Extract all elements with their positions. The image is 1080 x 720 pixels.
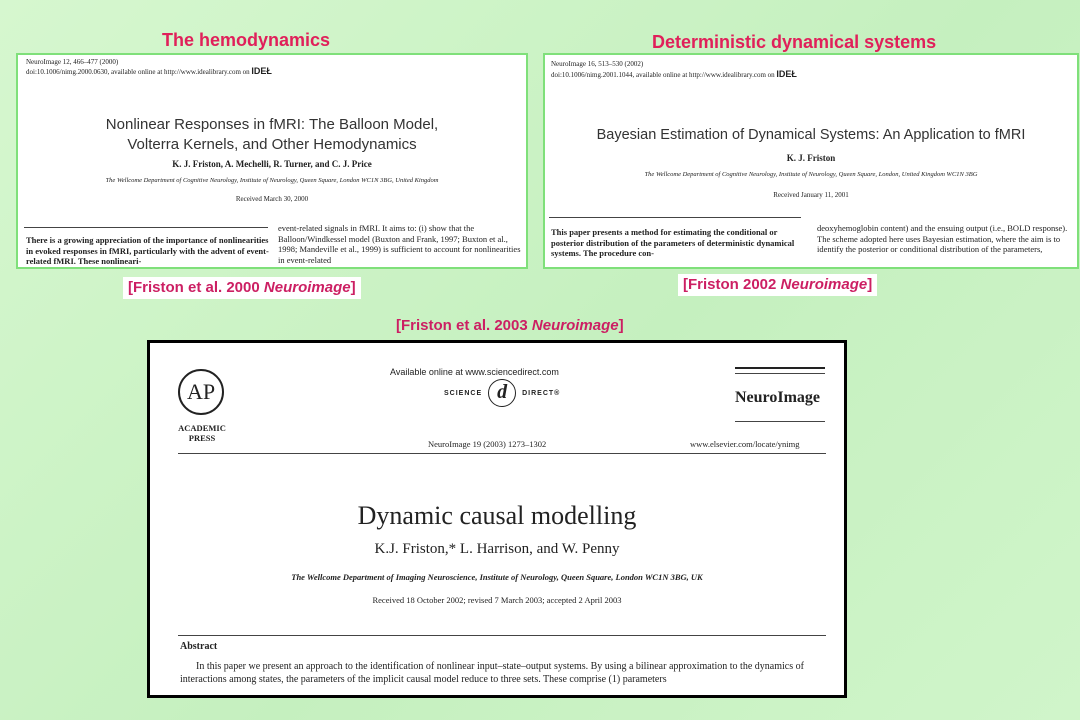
paper2-header-doi (551, 70, 797, 80)
paper1-title (18, 115, 526, 155)
ideal-logo: IDEŁ (776, 69, 797, 79)
publisher-line2: PRESS (188, 433, 216, 443)
paper-dynamic-causal-modelling (147, 340, 847, 698)
sd-at-icon: d (488, 379, 516, 407)
citation-2003-suffix: ] (618, 317, 624, 334)
paper2-received: Received January 11, 2001 (773, 191, 849, 199)
journal-rule-bottom (735, 421, 825, 422)
title-deterministic-systems: Deterministic dynamical systems (652, 32, 937, 52)
citation-2003-journal: Neuroimage (531, 317, 619, 334)
abstract-text: In this paper we present an approach to the identification of nonlinear input–state–output systems. By using a bilinear approximation to the dynamics of interactions among states, the parameters of the implicit causal model reduce to three sets. These comprise (1) parameters (180, 661, 804, 685)
academic-press-logo (178, 369, 224, 415)
sciencedirect-logo (444, 379, 560, 407)
paper2-divider (549, 217, 801, 218)
citation-friston-2002 (678, 274, 877, 296)
citation-friston-2003 (396, 317, 624, 334)
paper-balloon-model (16, 53, 528, 269)
publisher-line1: ACADEMIC (178, 423, 226, 433)
paper1-received: Received March 30, 2000 (235, 195, 309, 203)
paper1-doi-text: doi:10.1006/nimg.2000.0630, available online at http://www.idealibrary.com on (26, 68, 250, 76)
paper1-header-doi (26, 67, 272, 77)
paper2-authors: K. J. Friston (786, 153, 836, 163)
paper2-affiliation: The Wellcome Department of Cognitive Neurology, Institute of Neurology, Queen Square, London, United Kingdom WC1N 3BG (644, 171, 978, 178)
paper3-url: www.elsevier.com/locate/ynimg (690, 439, 800, 449)
paper1-affiliation: The Wellcome Department of Cognitive Neurology, Institute of Neurology, Queen Square, London WC1N 3BG, United Kingdom (105, 177, 439, 184)
citation-2002-journal: Neuroimage (780, 276, 868, 293)
publisher-name (172, 423, 232, 443)
citation-2000-prefix: [Friston et al. 2000 (128, 279, 264, 296)
paper3-citation: NeuroImage 19 (2003) 1273–1302 (428, 439, 547, 449)
paper1-abstract-right: event-related signals in fMRI. It aims to: (i) show that the Balloon/Windkessel model (Buxton and Frank, 1997; Buxton et al., 1998; Mandeville et al., 1999) is sufficient to account for nonlinearities in event-related (278, 223, 521, 265)
abstract-heading: Abstract (180, 641, 218, 652)
paper2-header-journal: NeuroImage 16, 513–530 (2002) (551, 60, 644, 68)
sd-left: SCIENCE (444, 389, 483, 397)
citation-2002-suffix: ] (867, 276, 873, 293)
citation-2000-journal: Neuroimage (263, 279, 351, 296)
abstract-divider (178, 635, 826, 636)
paper2-abstract-right: deoxyhemoglobin content) and the ensuing output (i.e., BOLD response). The scheme adopted here uses Bayesian estimation, where the aim is to identify the posterior or conditional distribution of the parameters, (817, 223, 1068, 254)
journal-name: NeuroImage (735, 389, 821, 406)
citation-2000-suffix: ] (350, 279, 356, 296)
sd-right: DIRECT® (522, 389, 561, 397)
journal-rule-top2 (735, 373, 825, 374)
paper1-title-line2: Volterra Kernels, and Other Hemodynamics (127, 136, 417, 153)
paper2-doi-text: doi:10.1006/nimg.2001.1044, available online at http://www.idealibrary.com on (551, 71, 775, 79)
ap-logo-letters: AP (186, 379, 216, 404)
ideal-logo: IDEŁ (251, 66, 272, 76)
citation-friston-2000 (123, 277, 361, 299)
paper3-received: Received 18 October 2002; revised 7 March 2003; accepted 2 April 2003 (372, 595, 622, 605)
paper1-authors: K. J. Friston, A. Mechelli, R. Turner, and C. J. Price (172, 159, 372, 169)
paper1-abstract-left: There is a growing appreciation of the importance of nonlinearities in evoked responses in fMRI, particularly with the advent of event-related fMRI. These nonlineari- (26, 235, 269, 266)
title-hemodynamics: The hemodynamics (162, 30, 331, 50)
available-online-text: Available online at www.sciencedirect.com (390, 367, 559, 377)
paper1-divider (24, 227, 268, 228)
paper-bayesian-estimation (543, 53, 1079, 269)
paper3-affiliation: The Wellcome Department of Imaging Neuroscience, Institute of Neurology, Queen Square, London WC1N 3BG, UK (291, 572, 703, 582)
paper3-authors: K.J. Friston,* L. Harrison, and W. Penny (374, 541, 620, 557)
paper1-header-journal: NeuroImage 12, 466–477 (2000) (26, 58, 119, 66)
paper2-title: Bayesian Estimation of Dynamical Systems: An Application to fMRI (596, 127, 1026, 143)
paper2-abstract-left: This paper presents a method for estimating the conditional or posterior distribution of the parameters of deterministic dynamical systems. The procedure con- (551, 227, 795, 258)
citation-2003-prefix: [Friston et al. 2003 (396, 317, 532, 334)
header-divider (178, 453, 826, 454)
paper1-title-line1: Nonlinear Responses in fMRI: The Balloon Model, (105, 116, 439, 133)
journal-rule-top (735, 367, 825, 369)
paper3-title: Dynamic causal modelling (357, 501, 637, 530)
citation-2002-prefix: [Friston 2002 (683, 276, 781, 293)
